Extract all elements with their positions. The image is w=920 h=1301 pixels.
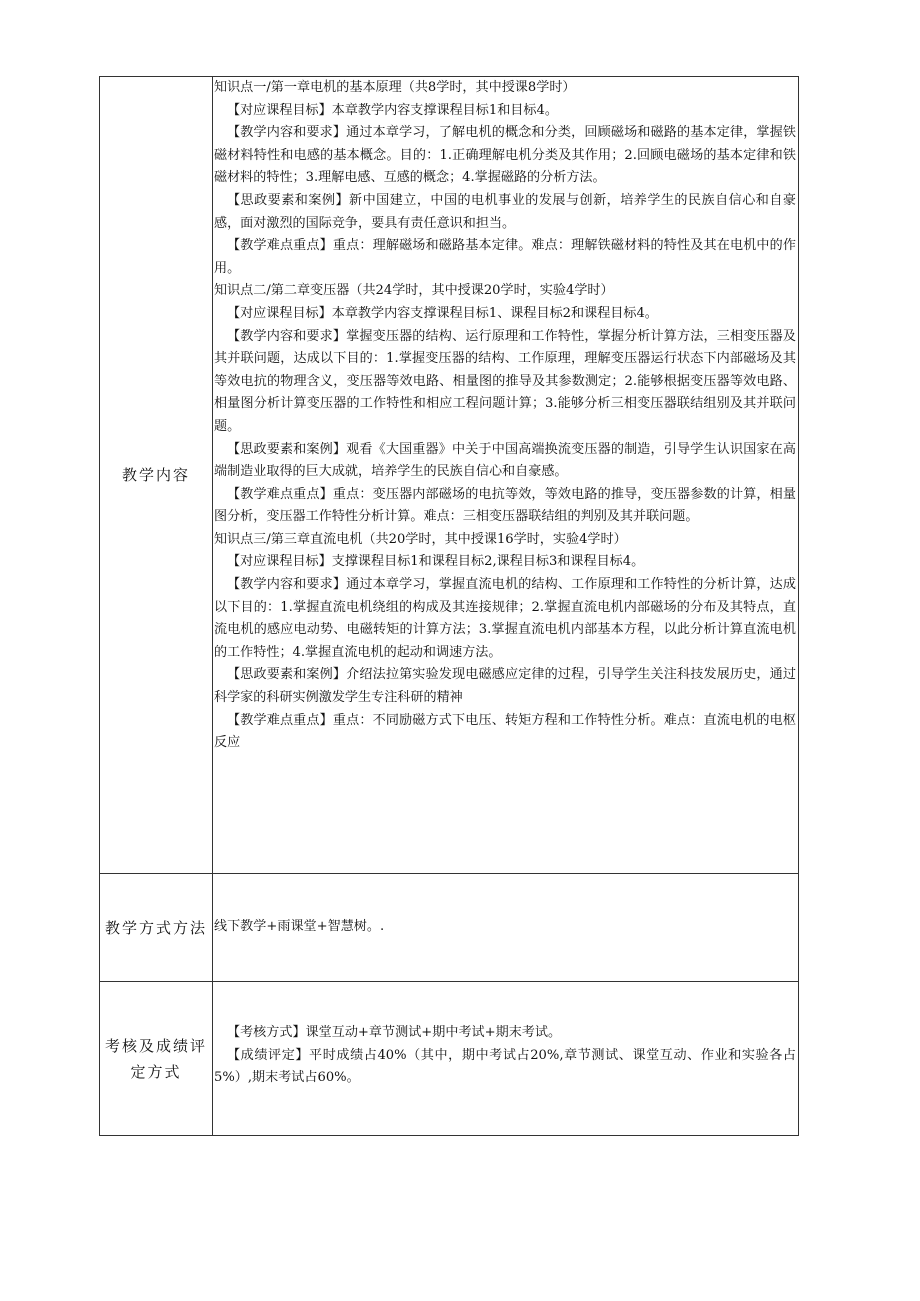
teaching-content-row [100,77,798,874]
chapter3-ideology-case: 【思政要素和案例】介绍法拉第实验发现电磁感应定律的过程，引导学生关注科技发展历史，通过科学家的科研实例激发学生专注科研的精神 [214,667,796,706]
assessment-cell [213,982,798,1135]
chapter2-ideology-case: 【思政要素和案例】观看《大国重器》中关于中国高端换流变压器的制造，引导学生认识国家在高端制造业取得的巨大成就，培养学生的民族自信心和自豪感。 [214,441,796,480]
teaching-methods-text: 线下教学+雨课堂+智慧树。. [214,919,385,935]
chapter3-heading: 知识点三/第三章直流电机（共20学时，其中授课16学时，实验4学时） [214,531,627,547]
teaching-content-label: 教学内容 [100,77,213,873]
chapter1-content-requirements: 【教学内容和要求】通过本章学习，了解电机的概念和分类，回顾磁场和磁路的基本定律，掌握铁磁材料特性和电感的基本概念。目的：1.正确理解电机分类及其作用；2.回顾电磁场的基本定律和铁磁材料的特性；3.理解电感、互感的概念；4.掌握磁路的分析方法。 [214,125,796,186]
chapter3-course-goal: 【对应课程目标】支撑课程目标1和课程目标2,课程目标3和课程目标4。 [227,554,645,570]
assessment-method: 【考核方式】课堂互动+章节测试+期中考试+期末考试。 [227,1025,562,1040]
chapter1-heading: 知识点一/第一章电机的基本原理（共8学时，其中授课8学时） [214,80,576,95]
chapter1-key-difficult-points: 【教学难点重点】重点：理解磁场和磁路基本定律。难点：理解铁磁材料的特性及其在电机中的作用。 [214,238,796,276]
chapter2-course-goal: 【对应课程目标】本章教学内容支撑课程目标1、课程目标2和课程目标4。 [227,305,658,321]
chapter2-key-difficult-points: 【教学难点重点】重点：变压器内部磁场的电抗等效，等效电路的推导，变压器参数的计算，相量图分析，变压器工作特性分析计算。难点：三相变压器联结组的判别及其并联问题。 [214,486,796,525]
chapter2-content-requirements: 【教学内容和要求】掌握变压器的结构、运行原理和工作特性，掌握分析计算方法，三相变压器及其并联问题，达成以下目的：1.掌握变压器的结构、工作原理，理解变压器运行状态下内部磁场及其等效电抗的物理含义，变压器等效电路、相量图的推导及其参数测定；2.能够根据变压器等效电路、相量图分析计算变压器的工作特性和相应工程问题计算；3.能够分析三相变压器联结组别及其并联问题。 [214,328,796,434]
assessment-label: 考核及成绩评定方式 [100,982,213,1135]
course-syllabus-table [99,76,799,1136]
teaching-methods-cell [213,874,798,981]
chapter3-content-requirements: 【教学内容和要求】通过本章学习，掌握直流电机的结构、工作原理和工作特性的分析计算，达成以下目的：1.掌握直流电机绕组的构成及其连接规律；2.掌握直流电机内部磁场的分布及其特点，直流电机的感应电动势、电磁转矩的计算方法；3.掌握直流电机内部基本方程，以此分析计算直流电机的工作特性；4.掌握直流电机的起动和调速方法。 [214,577,796,660]
assessment-row [100,982,798,1135]
chapter1-course-goal: 【对应课程目标】本章教学内容支撑课程目标1和目标4。 [227,102,558,118]
teaching-methods-label: 教学方式方法 [100,874,213,981]
teaching-content-cell [213,77,798,873]
chapter2-heading: 知识点二/第二章变压器（共24学时，其中授课20学时，实验4学时） [214,283,614,299]
grade-evaluation: 【成绩评定】平时成绩占40%（其中，期中考试占20%,章节测试、课堂互动、作业和实验各占5%）,期末考试占60%。 [214,1047,796,1086]
teaching-methods-row [100,874,798,982]
chapter1-ideology-case: 【思政要素和案例】新中国建立，中国的电机事业的发展与创新，培养学生的民族自信心和自豪感，面对激烈的国际竞争，要具有责任意识和担当。 [214,192,796,231]
chapter3-key-difficult-points: 【教学难点重点】重点：不同励磁方式下电压、转矩方程和工作特性分析。难点：直流电机的电枢反应 [214,712,796,751]
